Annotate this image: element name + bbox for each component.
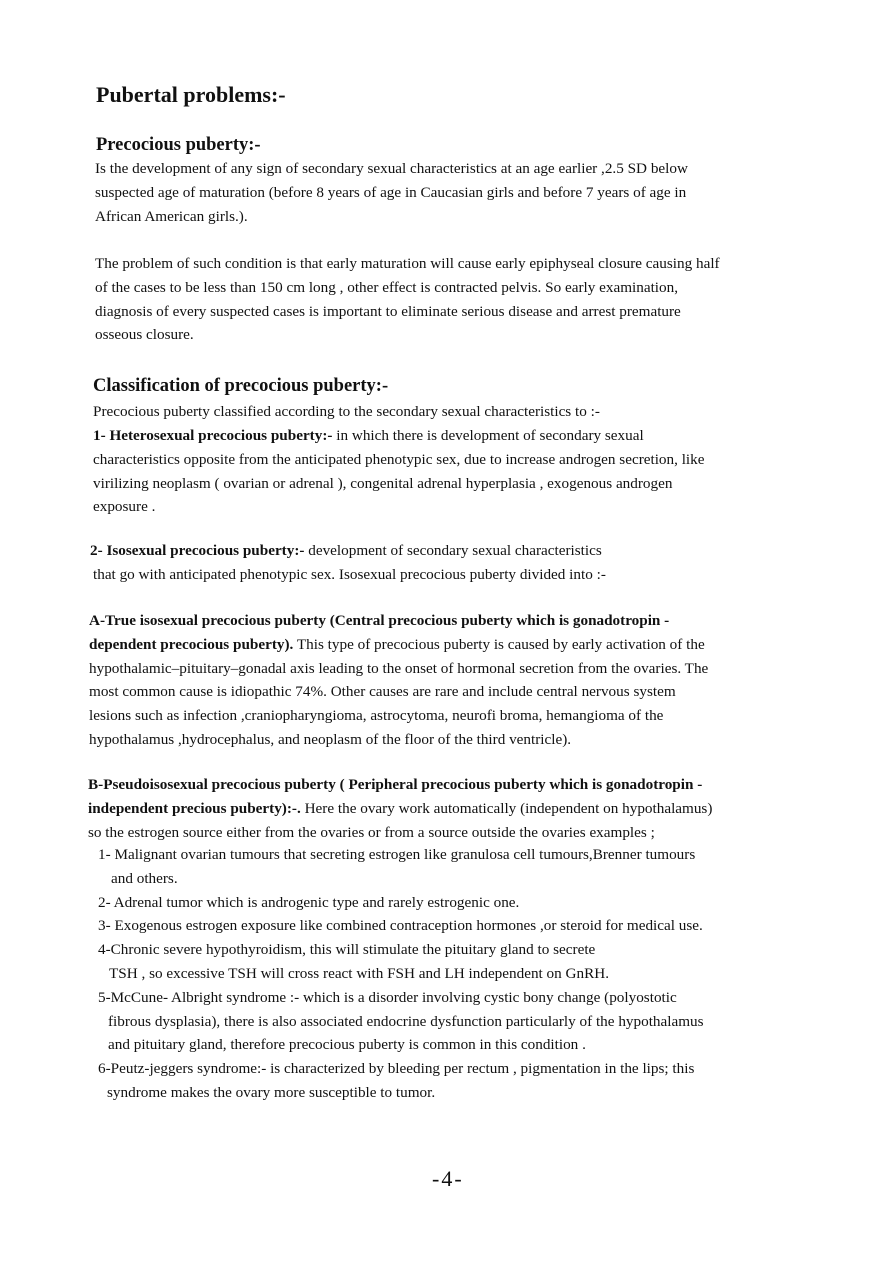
list-item	[98, 843, 704, 891]
text-line: that go with anticipated phenotypic sex. Isosexual precocious puberty divided into :-	[93, 565, 606, 583]
text-line: so the estrogen source either from the ovaries or from a source outside the ovaries examples ;	[88, 823, 655, 841]
text-line	[98, 891, 704, 915]
text-line	[98, 938, 704, 962]
text-span: McCune- Albright syndrome :- which is a disorder involving cystic bony change (polyostotic	[110, 988, 677, 1006]
text-line: most common cause is idiopathic 74%. Other causes are rare and include central nervous system	[89, 683, 676, 701]
text-span: Peutz-jeggers syndrome:- is characterized by bleeding per rectum , pigmentation in the lips; this	[110, 1060, 695, 1078]
precocious-problem	[95, 252, 720, 347]
text-line: and others.	[111, 869, 178, 887]
text-line	[98, 843, 704, 867]
text-line: suspected age of maturation (before 8 years of age in Caucasian girls and before 7 years of age in	[95, 183, 687, 201]
text-line: African American girls.).	[95, 207, 248, 225]
text-span: This type of precocious puberty is caused by early activation of the	[293, 635, 705, 653]
heterosexual-label: 1- Heterosexual precocious puberty:-	[93, 427, 333, 444]
text-line	[88, 773, 712, 797]
text-span: Here the ovary work automatically (independent on hypothalamus)	[300, 799, 713, 817]
text-line: Is the development of any sign of secondary sexual characteristics at an age earlier ,2.5 SD below	[95, 160, 688, 177]
bold-span: independent precious puberty):-.	[88, 799, 301, 817]
classification-intro: Precocious puberty classified according to the secondary sexual characteristics to :-	[93, 403, 600, 420]
text-line	[89, 609, 708, 633]
text-line: virilizing neoplasm ( ovarian or adrenal ), congenital adrenal hyperplasia , exogenous androgen	[93, 474, 673, 492]
pseudoisosexual-label: B-Pseudoisosexual precocious puberty ( Peripheral precocious puberty which is gonadotropin -	[88, 776, 703, 793]
text-line: fibrous dysplasia), there is also associated endocrine dysfunction particularly of the hypothalamus	[108, 1012, 704, 1030]
list-item	[98, 914, 704, 938]
page-number: -4-	[432, 1166, 464, 1191]
text-line: TSH , so excessive TSH will cross react with FSH and LH independent on GnRH.	[109, 964, 610, 982]
classification-title: Classification of precocious puberty:-	[93, 376, 389, 396]
list-item	[98, 891, 704, 915]
text-line: hypothalamus ,hydrocephalus, and neoplasm of the floor of the third ventricle).	[89, 730, 572, 748]
heterosexual-paragraph	[93, 424, 705, 519]
list-item	[98, 986, 704, 1057]
isosexual-paragraph	[90, 539, 606, 587]
text-line: osseous closure.	[95, 326, 194, 344]
text-line	[93, 424, 705, 448]
list-item	[98, 1057, 704, 1105]
page-heading: Pubertal problems:-	[96, 82, 286, 107]
item-number: 4-	[98, 941, 111, 959]
pseudoisosexual-paragraph	[88, 773, 712, 844]
text-span: in which there is development of secondary sexual	[332, 427, 644, 444]
text-line: hypothalamic–pituitary–gonadal axis leading to the onset of hormonal secretion from the ovaries. The	[89, 659, 709, 677]
text-span: Chronic severe hypothyroidism, this will stimulate the pituitary gland to secrete	[110, 941, 596, 959]
isosexual-label: 2- Isosexual precocious puberty:-	[90, 542, 305, 559]
text-line	[98, 1057, 704, 1081]
text-span: Adrenal tumor which is androgenic type and rarely estrogenic one.	[113, 893, 520, 911]
item-number: 1-	[98, 846, 111, 863]
text-line	[98, 986, 704, 1010]
item-number: 6-	[98, 1060, 111, 1078]
text-line: The problem of such condition is that early maturation will cause early epiphyseal closure causing half	[95, 255, 720, 272]
true-isosexual-label: A-True isosexual precocious puberty (Central precocious puberty which is gonadotropin -	[89, 612, 670, 629]
text-line: and pituitary gland, therefore precocious puberty is common in this condition .	[108, 1036, 586, 1054]
text-line	[90, 539, 606, 563]
text-line: of the cases to be less than 150 cm long , other effect is contracted pelvis. So early examination,	[95, 278, 678, 296]
item-number: 2-	[98, 893, 111, 911]
bold-span: dependent precocious puberty).	[89, 635, 294, 653]
list-item	[98, 938, 704, 986]
true-isosexual-paragraph	[89, 609, 708, 752]
text-span: development of secondary sexual characteristics	[304, 542, 602, 559]
text-line	[88, 797, 712, 821]
text-line	[98, 914, 704, 938]
text-line: exposure .	[93, 498, 156, 516]
precocious-definition	[95, 157, 688, 228]
text-span: Exogenous estrogen exposure like combined contraception hormones ,or steroid for medical use.	[114, 917, 703, 935]
text-span: Malignant ovarian tumours that secreting estrogen like granulosa cell tumours,Brenner tumours	[114, 846, 696, 863]
text-line: diagnosis of every suspected cases is important to eliminate serious disease and arrest premature	[95, 302, 681, 320]
item-number: 5-	[98, 988, 111, 1006]
precocious-title: Precocious puberty:-	[96, 135, 261, 155]
text-line	[89, 633, 708, 657]
text-line: characteristics opposite from the anticipated phenotypic sex, due to increase androgen secretion, like	[93, 450, 705, 468]
text-line: lesions such as infection ,craniopharyngioma, astrocytoma, neurofi broma, hemangioma of the	[89, 707, 664, 725]
pseudo-cause-list	[98, 843, 704, 1105]
item-number: 3-	[98, 917, 111, 935]
text-line: syndrome makes the ovary more susceptible to tumor.	[107, 1083, 436, 1101]
